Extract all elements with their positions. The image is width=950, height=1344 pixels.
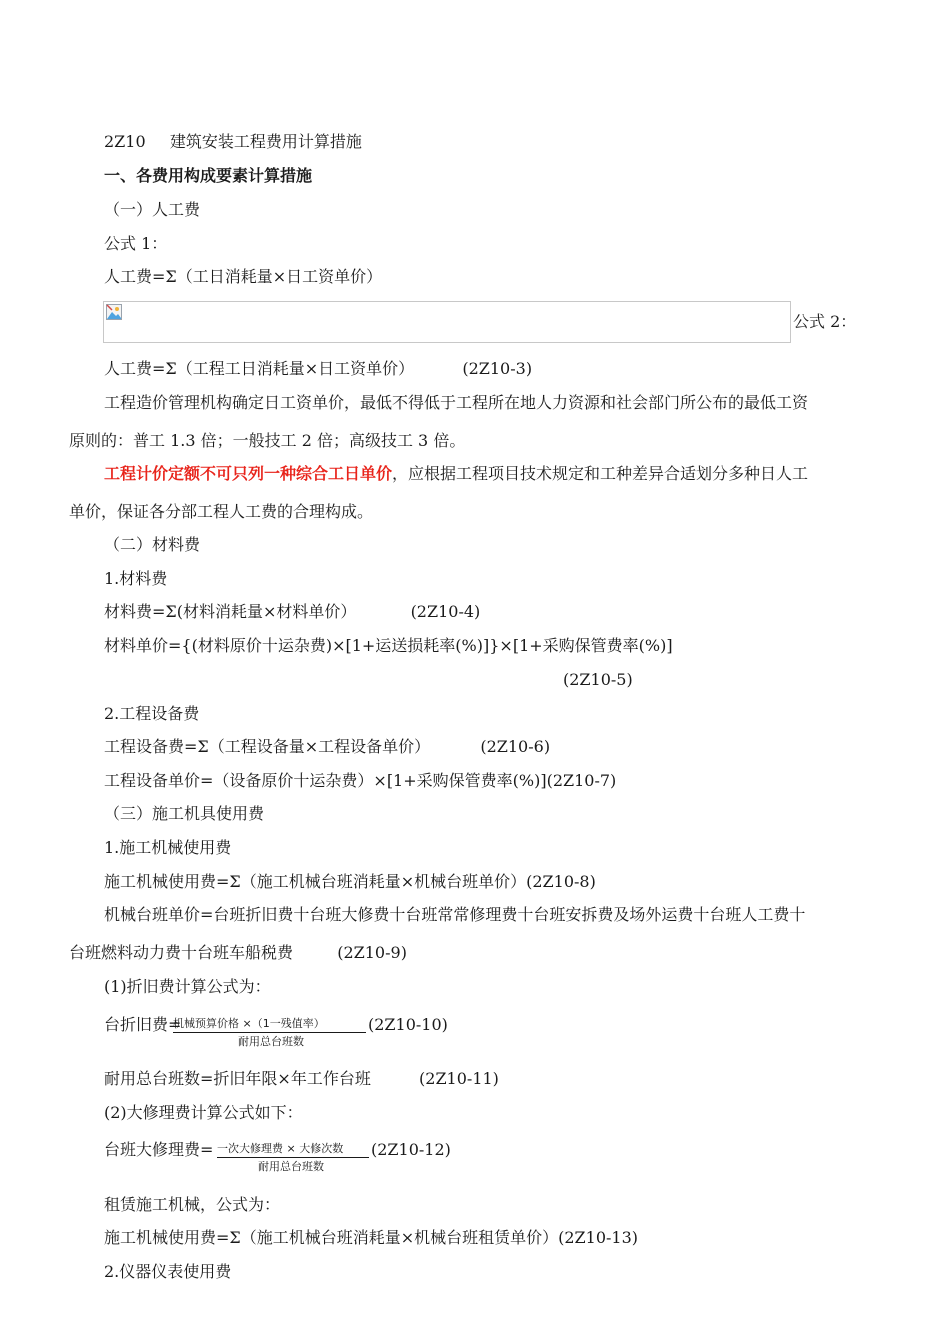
formula-2-label: 公式 2： bbox=[793, 312, 857, 331]
paragraph-1-line-2: 原则的：普工 1.3 倍；一般技工 2 倍；高级技工 3 倍。 bbox=[69, 431, 466, 450]
formula-10-numerator: 机械预算价格 ×（1一残值率） bbox=[173, 1017, 325, 1030]
formula-2-code: (2Z10-3) bbox=[462, 359, 533, 378]
formula-4 bbox=[104, 602, 480, 622]
formula-1-label: 公式 1： bbox=[104, 234, 168, 253]
item-instruments: 2.仪器仪表使用费 bbox=[104, 1262, 232, 1281]
paragraph-1-line-1: 工程造价管理机构确定日工资单价，最低不得低于工程所在地人力资源和社会部门所公布的最低工资 bbox=[104, 393, 809, 412]
paragraph-2-line-2: 单价，保证各分部工程人工费的合理构成。 bbox=[69, 502, 374, 521]
formula-2 bbox=[104, 359, 532, 379]
formula-10-fraction-bar bbox=[173, 1032, 366, 1033]
subsection-materials: （二）材料费 bbox=[104, 535, 201, 554]
formula-12-lhs: 台班大修理费= bbox=[104, 1140, 214, 1159]
formula-5: 材料单价={(材料原价十运杂费)×[1+运送损耗率(%)]}×[1+采购保管费率(%)] bbox=[104, 636, 673, 655]
item-materials: 1.材料费 bbox=[104, 569, 168, 588]
formula-8: 施工机械使用费=Σ（施工机械台班消耗量×机械台班单价）(2Z10-8) bbox=[104, 872, 596, 891]
formula-9-text: 台班燃料动力费十台班车船税费 bbox=[69, 943, 294, 962]
heading-code: 2Z10 bbox=[104, 132, 146, 151]
formula-6 bbox=[104, 737, 550, 757]
formula-12-denominator: 耐用总台班数 bbox=[258, 1160, 324, 1173]
item-equipment: 2.工程设备费 bbox=[104, 704, 200, 723]
formula-10-code: (2Z10-10) bbox=[368, 1015, 448, 1034]
formula-11-text: 耐用总台班数=折旧年限×年工作台班 bbox=[104, 1069, 371, 1088]
formula-12-code: (2Z10-12) bbox=[371, 1140, 451, 1159]
formula-11-code: (2Z10-11) bbox=[419, 1069, 499, 1088]
depreciation-intro: (1)折旧费计算公式为： bbox=[104, 977, 271, 996]
formula-6-text: 工程设备费=Σ（工程设备量×工程设备单价） bbox=[104, 737, 431, 756]
formula-10-lhs: 台折旧费= bbox=[104, 1015, 182, 1034]
highlight-text: 工程计价定额不可只列一种综合工日单价 bbox=[104, 464, 393, 483]
formula-12-numerator: 一次大修理费 × 大修次数 bbox=[217, 1142, 344, 1155]
lease-intro: 租赁施工机械，公式为： bbox=[104, 1195, 281, 1214]
formula-13: 施工机械使用费=Σ（施工机械台班消耗量×机械台班租赁单价）(2Z10-13) bbox=[104, 1228, 639, 1247]
section-1-title: 一、各费用构成要素计算措施 bbox=[104, 166, 313, 185]
heading-title: 建筑安装工程费用计算措施 bbox=[169, 132, 362, 151]
formula-2-text: 人工费=Σ（工程工日消耗量×日工资单价） bbox=[104, 359, 415, 378]
formula-12-fraction-bar bbox=[217, 1157, 369, 1158]
formula-9-line-1: 机械台班单价=台班折旧费十台班大修费十台班常常修理费十台班安拆费及场外运费十台班人工费十 bbox=[104, 905, 806, 924]
broken-image-icon bbox=[106, 304, 122, 320]
formula-11 bbox=[104, 1069, 499, 1089]
formula-4-text: 材料费=Σ(材料消耗量×材料单价） bbox=[104, 602, 357, 621]
formula-9-line-2 bbox=[69, 943, 407, 963]
formula-10-denominator: 耐用总台班数 bbox=[238, 1035, 304, 1048]
subsection-machinery: （三）施工机具使用费 bbox=[104, 804, 265, 823]
formula-1: 人工费=Σ（工日消耗量×日工资单价） bbox=[104, 267, 383, 286]
repair-intro: (2)大修理费计算公式如下： bbox=[104, 1103, 303, 1122]
formula-6-code: (2Z10-6) bbox=[480, 737, 551, 756]
subsection-labor: （一）人工费 bbox=[104, 200, 201, 219]
item-machinery: 1.施工机械使用费 bbox=[104, 838, 232, 857]
formula-5-code: (2Z10-5) bbox=[563, 670, 633, 689]
paragraph-2-line-1 bbox=[104, 464, 808, 484]
broken-image-placeholder bbox=[103, 301, 791, 343]
section-heading bbox=[104, 132, 362, 152]
formula-9-code: (2Z10-9) bbox=[337, 943, 407, 962]
formula-4-code: (2Z10-4) bbox=[410, 602, 481, 621]
paragraph-2-rest: ，应根据工程项目技术规定和工种差异合适划分多种日人工 bbox=[392, 464, 809, 483]
formula-7: 工程设备单价=（设备原价十运杂费）×[1+采购保管费率(%)](2Z10-7) bbox=[104, 771, 617, 790]
